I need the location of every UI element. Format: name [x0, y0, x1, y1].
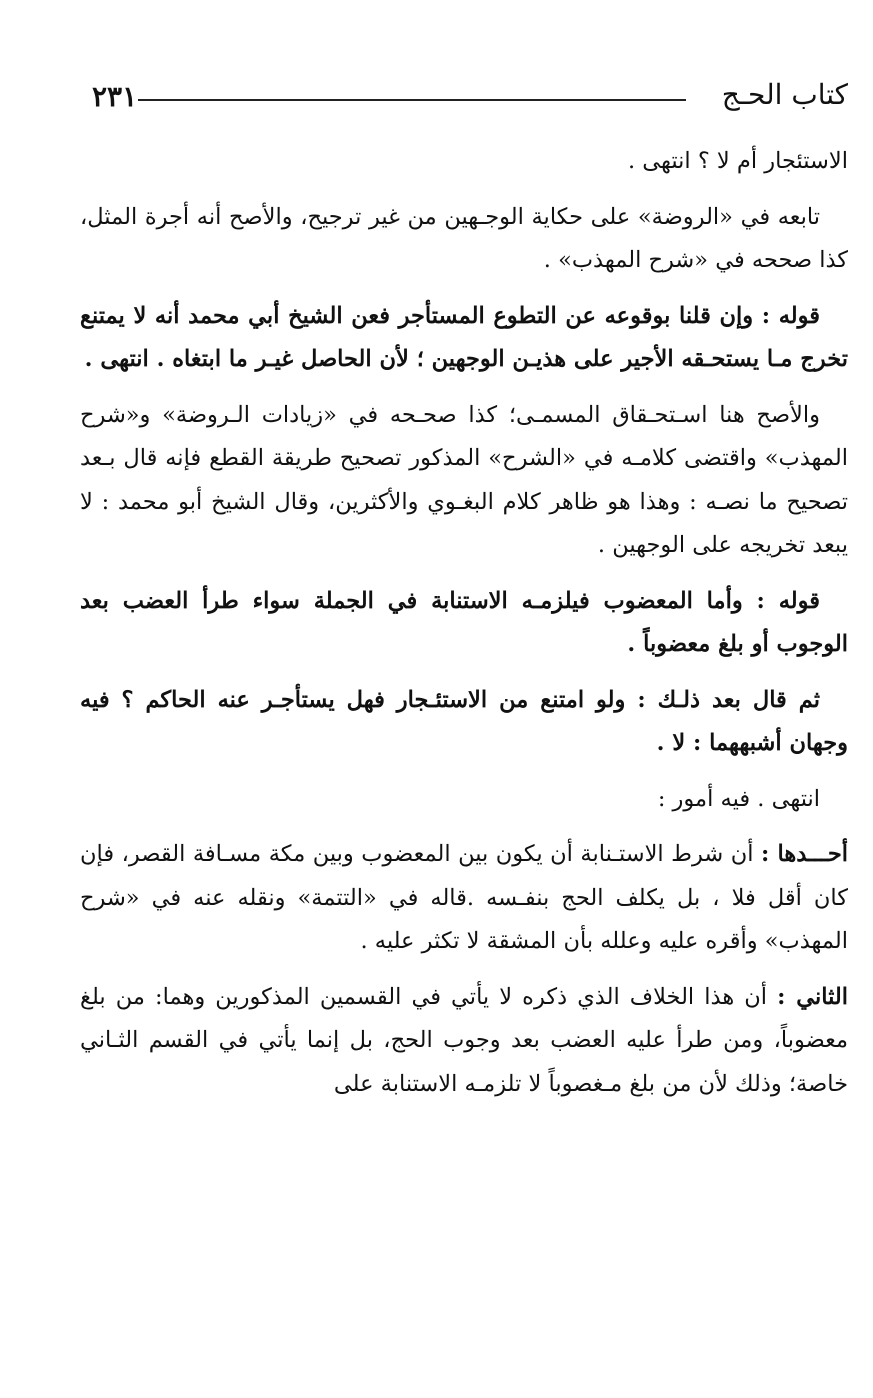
paragraph-commentary: والأصح هنا اسـتحـقاق المسمـى؛ كذا صحـحه في «زيادات الـروضة» و«شرح المهذب» واقتضى كلامـه في «الشرح» المذكور تصحيح طريقة القطع فإنه قال بـعد تصحيح ما نصـه : وهذا هو ظاهر كلام البغـوي والأكثرين، وقال الشيخ أبو محمد : لا يبعد تخريجه على الوجهين .: [80, 401, 848, 558]
paragraph-commentary: تابعه في «الروضة» على حكاية الوجـهين من غير ترجيح، والأصح أنه أجرة المثل، كذا صححه في «شرح المهذب» .: [80, 203, 848, 273]
header-rule: [138, 99, 686, 101]
paragraph-point-first: [80, 833, 848, 964]
point-label: أحـــدها :: [761, 841, 849, 867]
body-text: [80, 140, 848, 1118]
point-text: أن شرط الاستـنابة أن يكون بين المعضوب وبين مكة مسـافة القصر، فإن كان أقل فلا ، بل يكلف الحج بنفـسه .قاله في «التتمة» ونقله عنه في «شرح المهذب» وأقره عليه وعلله بأن المشقة لا تكثر عليه .: [80, 841, 848, 954]
paragraph-point-second: [80, 976, 848, 1107]
point-label: الثاني :: [777, 983, 848, 1010]
paragraph-quoted-statement: ثم قال بعد ذلـك : ولو امتنع من الاستئـجار فهل يستأجـر عنه الحاكم ؟ فيه وجهان أشبههما : لا .: [80, 686, 848, 756]
point-text: أن هذا الخلاف الذي ذكره لا يأتي في القسمين المذكورين وهما: من بلغ معضوباً، ومن طرأ عليه العضب بعد وجوب الحج، بل إنما يأتي في القسم الثـاني خاصة؛ وذلك لأن من بلغ مـغصوباً لا تلزمـه الاستنابة على: [80, 983, 848, 1097]
page-header: [80, 78, 848, 122]
paragraph-quoted-statement: قوله : وإن قلنا بوقوعه عن التطوع المستأجر فعن الشيخ أبي محمد أنه لا يمتنع تخرج مـا يستحـقه الأجير على هذيـن الوجهين ؛ لأن الحاصل غيـر ما ابتغاه . انتهى .: [80, 302, 848, 372]
running-title: كتاب الحـج: [721, 78, 848, 111]
paragraph-continuation: الاستئجار أم لا ؟ انتهى .: [627, 148, 848, 174]
paragraph-intro-points: انتهى . فيه أمور :: [657, 785, 820, 812]
paragraph-quoted-statement: قوله : وأما المعضوب فيلزمـه الاستنابة في الجملة سواء طرأ العضب بعد الوجوب أو بلغ معضوباً .: [80, 587, 848, 657]
page-number: ٢٣١: [92, 80, 138, 113]
